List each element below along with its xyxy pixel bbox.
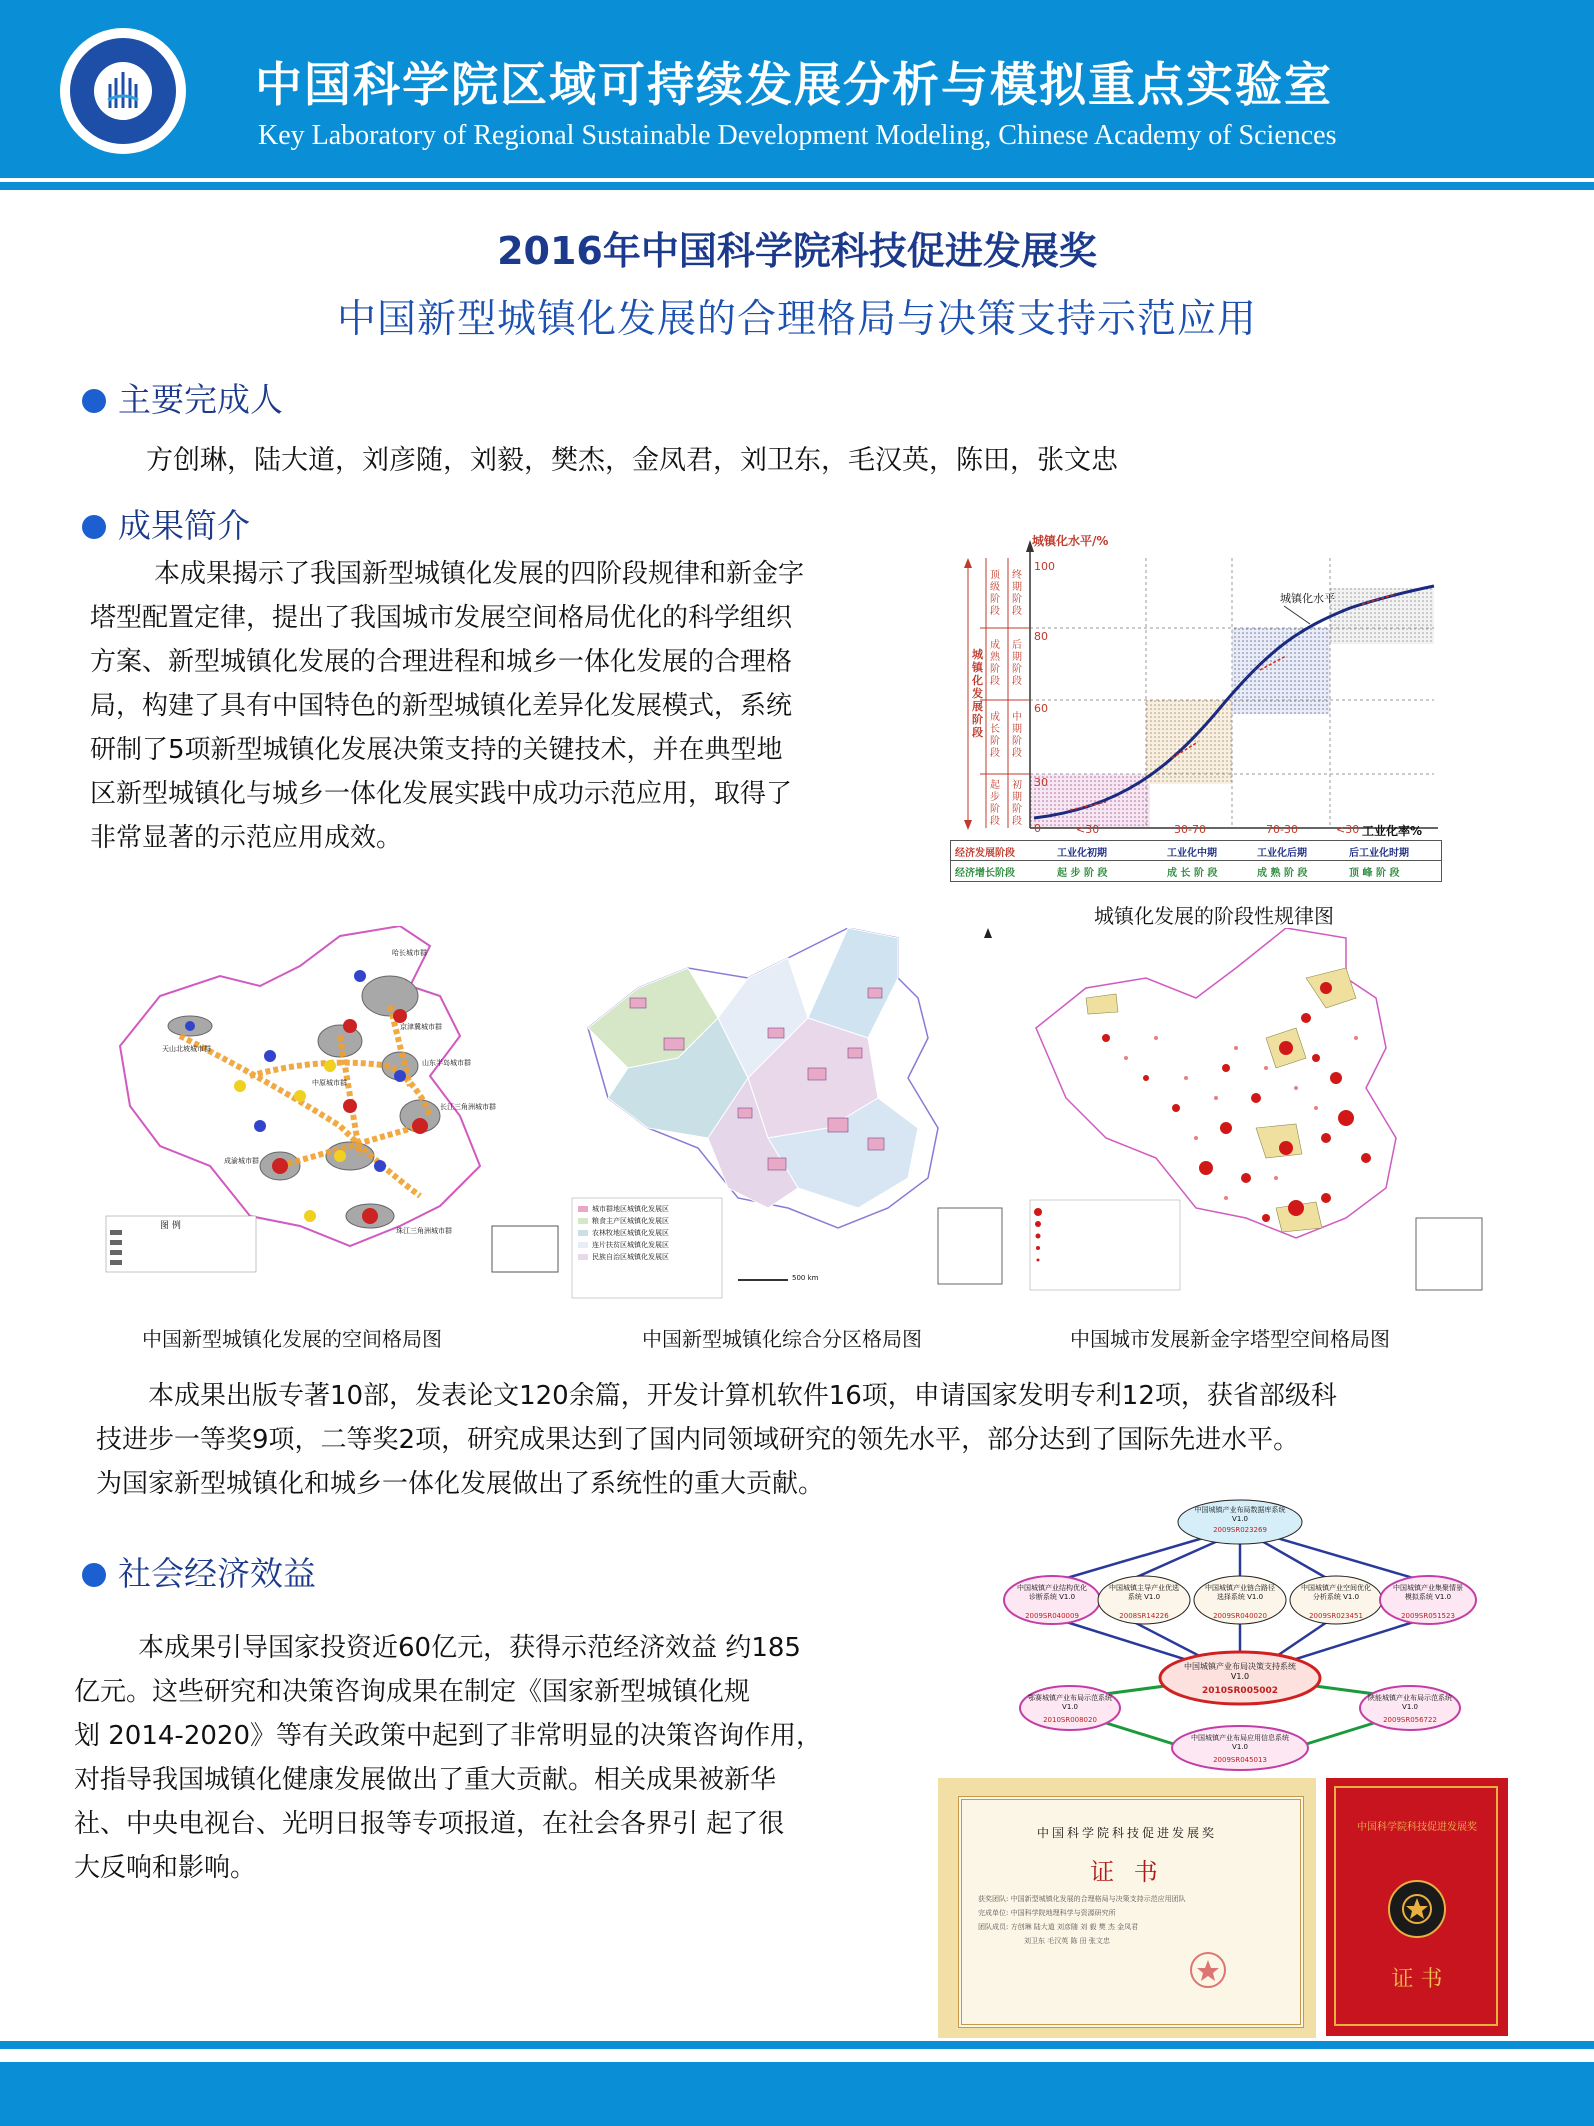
zone-legend-item: 民族自治区城镇化发展区 [592,1253,669,1261]
certificate-title: 中国科学院科技促进发展奖 [1036,1826,1217,1840]
software-code: 2010SR008020 [1043,1716,1097,1724]
stage-chart-caption: 城镇化发展的阶段性规律图 [1094,904,1334,928]
map-spatial-pattern [100,926,566,1276]
y-tick: 30 [1034,776,1048,789]
row1-value: 工业化后期 [1257,848,1307,859]
y-tick: 60 [1034,702,1048,715]
cluster-label: 天山北坡城市群 [162,1045,211,1053]
software-system-diagram [1000,1496,1480,1772]
stage-name: 成长阶段 [990,712,1000,759]
benefits-paragraph: 本成果引导国家投资近60亿元，获得示范经济效益 约185 亿元。这些研究和决策咨询成果在制定《国家新型城镇化规 划 2014-2020》等有关政策中起到了非常明显的决策咨询作用， 对指导我国城镇化健康发展做出了重大贡献。相关成果被新华 社、中央电视台、光明日报等专项报道，在社会各界引 起了很 大反响和影响。 [74,1633,822,1883]
period-name: 后期阶段 [1012,640,1022,687]
stage-name: 起步阶段 [990,780,1000,827]
award-title: 2016年中国科学院科技促进发展奖 [497,229,1097,273]
stage-y-title: 城镇化水平/% [1032,534,1109,548]
x-range: 70-30 [1266,823,1298,836]
stage-x-title: 工业化率% [1362,824,1423,838]
period-name: 初期阶段 [1012,780,1022,827]
lab-name-en: Key Laboratory of Regional Sustainable Development Modeling, Chinese Academy of Sciences [258,120,1337,151]
software-code: 2010SR005002 [1201,1686,1279,1696]
zone-legend-item: 粮食主产区城镇化发展区 [592,1217,669,1225]
cluster-label: 京津冀城市群 [400,1023,442,1031]
cluster-label: 哈长城市群 [392,949,427,957]
cluster-label: 成渝城市群 [224,1157,259,1165]
software-code: 2009SR023451 [1309,1612,1363,1620]
software-node: 中国城镇产业集聚情景模拟系统 V1.0 [1393,1584,1463,1601]
row2-label: 经济增长阶段 [955,868,1015,879]
certificate-members: 团队成员: 方创琳 陆大道 刘彦随 刘 毅 樊 杰 金凤君 [978,1923,1139,1931]
zone-legend-item: 连片扶贫区城镇化发展区 [592,1241,669,1249]
bullet-icon [82,389,106,413]
cover-title: 中国科学院科技促进发展奖 [1357,1822,1477,1833]
certificate-cover [1326,1778,1508,2036]
row1-label: 经济发展阶段 [955,848,1015,859]
y-tick: 80 [1034,630,1048,643]
official-stamp-icon [1188,1950,1228,1990]
section-heading-benefits: 社会经济效益 [82,1548,316,1595]
cluster-label: 山东半岛城市群 [422,1059,471,1067]
software-node: 中国城镇产业链合路径选择系统 V1.0 [1205,1584,1275,1601]
output-paragraph: 本成果出版专著10部，发表论文120余篇，开发计算机软件16项，申请国家发明专利12项，获省部级科 技进步一等奖9项，二等奖2项，研究成果达到了国内同领域研究的领先水平，部分达到了国际先进水平。 为国家新型城镇化和城乡一体化发展做出了系统性的重大贡献。 [96,1381,1337,1499]
stage-chart [950,528,1450,888]
scale-bar-label: 500 km [792,1274,819,1282]
software-node: 中国城镇产业布局决策支持系统 V1.0 [1184,1662,1296,1681]
lab-logo [60,28,186,154]
bullet-icon [82,1563,106,1587]
software-node: 中国城镇产业布局数据库系统 V1.0 [1194,1506,1286,1523]
software-node: 中国城镇产业结构优化诊断系统 V1.0 [1017,1584,1087,1601]
header-rule [0,182,1594,190]
software-node: 中国城镇产业布局应用信息系统 V1.0 [1191,1734,1289,1751]
certificate-open [938,1778,1316,2038]
y-tick: 0 [1034,822,1041,835]
stage-left-label: 城镇化发展阶段 [972,648,983,739]
stage-table [950,840,1442,882]
row1-value: 后工业化时期 [1349,848,1409,859]
map3-caption: 中国城市发展新金字塔型空间格局图 [1070,1327,1390,1351]
row2-value: 起 步 阶 段 [1057,868,1108,879]
map-pyramid-pattern [1026,928,1496,1308]
x-range: <30 [1076,823,1100,836]
y-tick: 100 [1034,560,1055,573]
footer-rule [0,2041,1594,2049]
header-banner [0,0,1594,178]
row2-value: 成 熟 阶 段 [1257,868,1308,879]
section-heading-people: 主要完成人 [82,374,283,421]
software-code: 2009SR051523 [1401,1612,1455,1620]
cluster-label: 中原城市群 [312,1079,347,1087]
software-code: 2008SR14226 [1119,1612,1169,1620]
x-range: 30-70 [1174,823,1206,836]
cluster-label: 长江三角洲城市群 [440,1103,496,1111]
software-code: 2009SR023269 [1213,1526,1267,1534]
row1-value: 工业化初期 [1057,848,1107,859]
map2-caption: 中国新型城镇化综合分区格局图 [642,1327,922,1351]
certificate-seal-text: 证 书 [1090,1858,1164,1886]
map1-legend-title: 图 例 [160,1221,181,1231]
certificate-project: 获奖团队: 中国新型城镇化发展的合理格局与决策支持示范应用团队 [978,1895,1186,1903]
bullet-icon [82,515,106,539]
period-name: 中期阶段 [1012,712,1022,759]
curve-label: 城镇化水平 [1280,592,1335,605]
map-zoning [568,928,1008,1308]
row1-value: 工业化中期 [1167,848,1217,859]
software-code: 2009SR056722 [1383,1716,1437,1724]
row2-value: 顶 峰 阶 段 [1349,868,1400,879]
software-code: 2009SR040009 [1025,1612,1079,1620]
zone-legend-item: 农林牧地区城镇化发展区 [592,1229,669,1237]
row2-value: 成 长 阶 段 [1167,868,1218,879]
footer-band [0,2062,1594,2126]
people-list: 方创琳，陆大道，刘彦随，刘毅，樊杰，金凤君，刘卫东，毛汉英，陈田，张文忠 [146,445,1118,476]
software-code: 2009SR045013 [1213,1756,1267,1764]
summary-paragraph: 本成果揭示了我国新型城镇化发展的四阶段规律和新金字 塔型配置定律，提出了我国城市发展空间格局优化的科学组织 方案、新型城镇化发展的合理进程和城乡一体化发展的合理格 局，构建了具有中国特色的新型城镇化差异化发展模式，系统 研制了5项新型城镇化发展决策支持的关键技术，并在典型地 区新型城镇化与城乡一体化发展实践中成功示范应用，取得了 非常显著的示范应用成效。 [90,559,805,853]
x-range: <30 [1336,823,1360,836]
software-node: 中国城镇产业空间优化分析系统 V1.0 [1301,1584,1371,1601]
stage-name: 顶级阶段 [990,570,1000,617]
period-name: 终期阶段 [1012,570,1022,617]
project-title: 中国新型城镇化发展的合理格局与决策支持示范应用 [336,297,1257,342]
zone-legend-item: 城市群地区城镇化发展区 [592,1205,669,1213]
map1-caption: 中国新型城镇化发展的空间格局图 [142,1327,442,1351]
cover-word: 证 书 [1391,1967,1443,1992]
lab-name-cn: 中国科学院区域可持续发展分析与模拟重点实验室 [255,58,1333,113]
certificate-members: 刘卫东 毛汉英 陈 田 张文忠 [1024,1937,1110,1945]
academy-emblem-icon [1386,1878,1448,1940]
certificate-unit: 完成单位: 中国科学院地理科学与资源研究所 [978,1909,1116,1917]
software-node: 鄂赛城镇产业布局示范系统 V1.0 [1028,1694,1112,1711]
section-heading-summary: 成果简介 [82,500,250,547]
stage-name: 成熟阶段 [990,640,1000,687]
cluster-label: 珠江三角洲城市群 [396,1227,452,1235]
software-node: 陕能城镇产业布局示范系统 V1.0 [1368,1694,1452,1711]
software-code: 2009SR040020 [1213,1612,1267,1620]
software-node: 中国城镇主导产业优选系统 V1.0 [1109,1584,1179,1601]
